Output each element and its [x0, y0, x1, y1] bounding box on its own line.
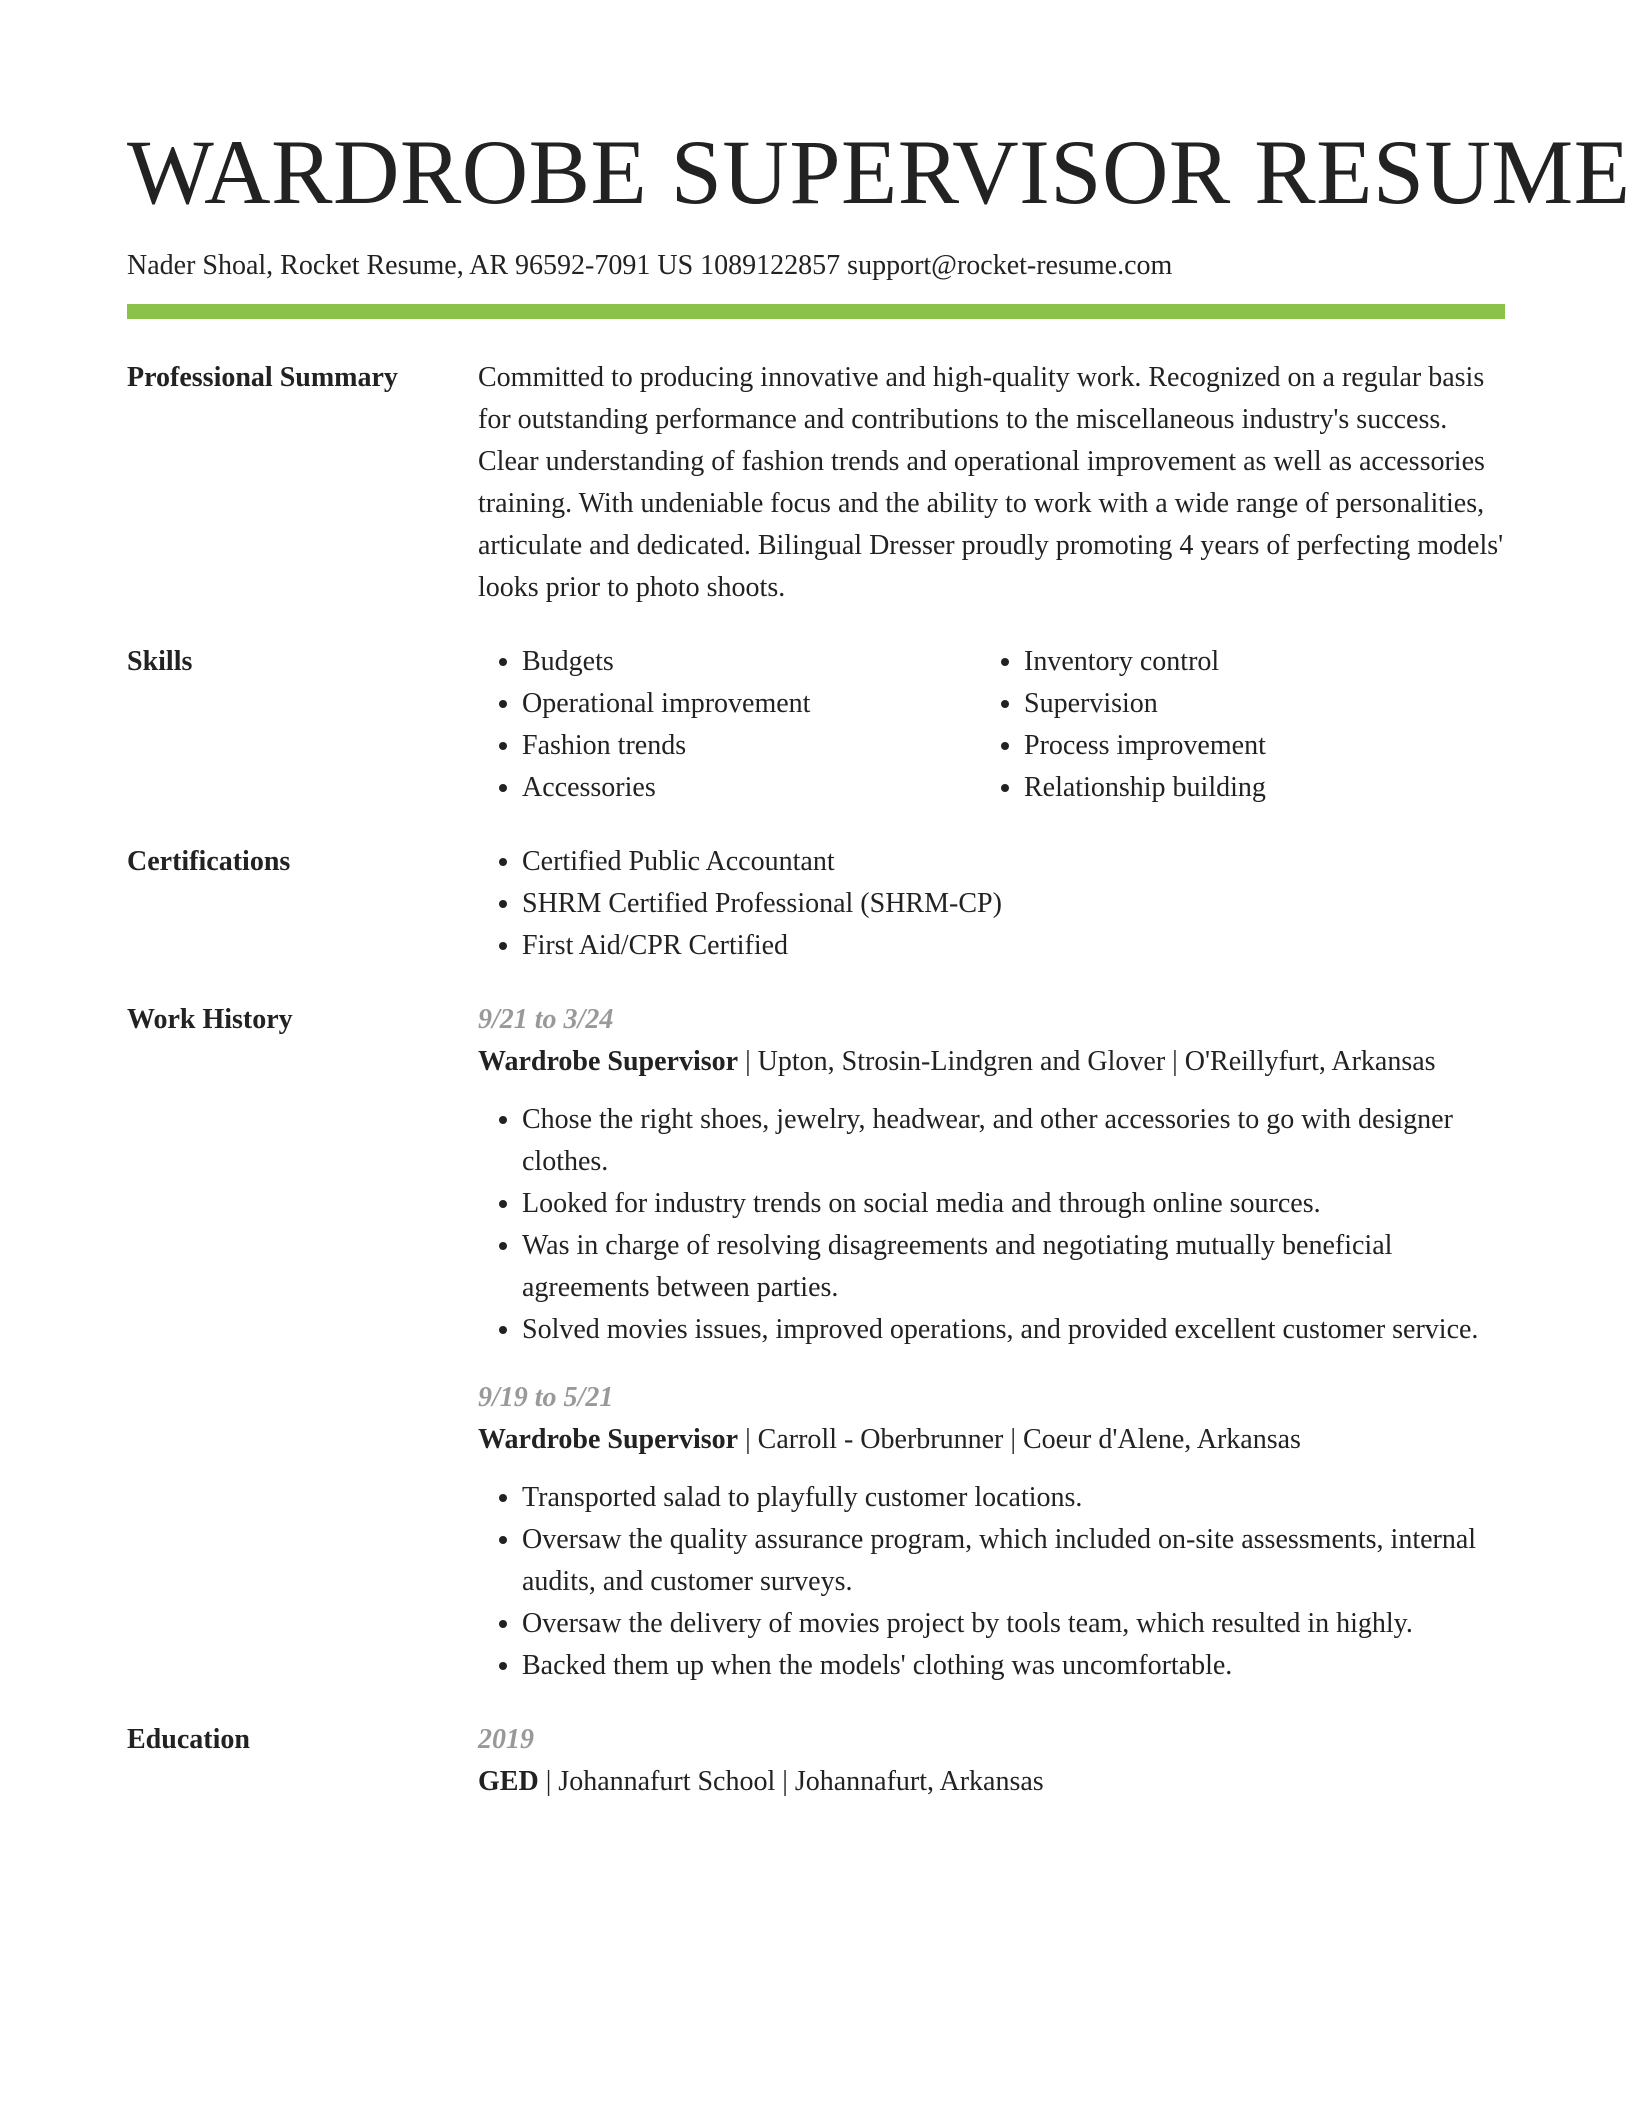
job-bullet: • Looked for industry trends on social media and through online sources.: [522, 1183, 1505, 1225]
skills-body: [478, 641, 1505, 809]
education-section: [127, 1719, 1505, 1803]
certification-item: • Certified Public Accountant: [522, 841, 1505, 883]
job-employer-location: | Upton, Strosin-Lindgren and Glover | O'Reillyfurt, Arkansas: [738, 1046, 1436, 1077]
contact-line: Nader Shoal, Rocket Resume, AR 96592-7091 US 1089122857 support@rocket-resume.com: [127, 250, 1173, 281]
education-school-location: | Johannafurt School | Johannafurt, Arkansas: [538, 1766, 1044, 1797]
job-entry: [478, 1377, 1505, 1687]
job-bullet: • Solved movies issues, improved operations, and provided excellent customer service.: [522, 1309, 1505, 1351]
job-employer-location: | Carroll - Oberbrunner | Coeur d'Alene, Arkansas: [738, 1424, 1301, 1455]
job-bullet: • Transported salad to playfully customer locations.: [522, 1477, 1505, 1519]
job-bullet: • Backed them up when the models' clothing was uncomfortable.: [522, 1645, 1505, 1687]
summary-section: [127, 357, 1505, 609]
skill-item: • Relationship building: [1024, 767, 1482, 809]
resume-sections: [127, 357, 1505, 1803]
certifications-label: Certifications: [127, 846, 291, 877]
job-title: Wardrobe Supervisor: [478, 1046, 739, 1077]
skills-column-right: [980, 641, 1482, 809]
skills-list-right: [980, 641, 1482, 809]
job-dates: 9/19 to 5/21: [478, 1382, 614, 1413]
job-dates: 9/21 to 3/24: [478, 1004, 614, 1035]
education-degree: GED: [478, 1766, 539, 1797]
work-history-section: [127, 999, 1505, 1687]
work-history-label: Work History: [127, 1004, 293, 1035]
education-heading: [478, 1761, 1505, 1803]
job-entry: [478, 999, 1505, 1351]
skill-item: • Process improvement: [1024, 725, 1482, 767]
education-label: Education: [127, 1724, 250, 1755]
skills-section: [127, 641, 1505, 809]
job-heading: [478, 1419, 1505, 1461]
summary-body: [478, 357, 1505, 609]
skills-column-left: [478, 641, 980, 809]
skill-item: • Accessories: [522, 767, 980, 809]
job-bullet: • Chose the right shoes, jewelry, headwear, and other accessories to go with designer clothes.: [522, 1099, 1505, 1183]
certification-item: • SHRM Certified Professional (SHRM-CP): [522, 883, 1505, 925]
certifications-section: [127, 841, 1505, 967]
skill-item: • Budgets: [522, 641, 980, 683]
job-bullet: • Oversaw the delivery of movies project by tools team, which resulted in highly.: [522, 1603, 1505, 1645]
job-bullets: [478, 1099, 1505, 1351]
certifications-body: [478, 841, 1505, 967]
skill-item: • Operational improvement: [522, 683, 980, 725]
certifications-list: [478, 841, 1505, 967]
skills-label: Skills: [127, 646, 193, 677]
job-bullets: [478, 1477, 1505, 1687]
summary-label: Professional Summary: [127, 362, 398, 393]
resume-title: WARDROBE SUPERVISOR RESUME: [127, 121, 1631, 223]
skill-item: • Fashion trends: [522, 725, 980, 767]
certification-item: • First Aid/CPR Certified: [522, 925, 1505, 967]
job-heading: [478, 1041, 1505, 1083]
job-title: Wardrobe Supervisor: [478, 1424, 739, 1455]
education-body: [478, 1719, 1505, 1803]
job-bullet: • Oversaw the quality assurance program, which included on-site assessments, internal audits, and customer surveys.: [522, 1519, 1505, 1603]
work-history-body: [478, 999, 1505, 1687]
skill-item: • Inventory control: [1024, 641, 1482, 683]
education-year: 2019: [478, 1724, 534, 1755]
job-bullet: • Was in charge of resolving disagreements and negotiating mutually beneficial agreements between parties.: [522, 1225, 1505, 1309]
summary-text: Committed to producing innovative and high-quality work. Recognized on a regular basis for outstanding performance and contributions to the miscellaneous industry's success. Clear understanding of fashion trends and operational improvement as well as accessories training. With undeniable focus and the ability to work with a wide range of personalities, articulate and dedicated. Bilingual Dresser proudly promoting 4 years of perfecting models' looks prior to photo shoots.: [478, 362, 1504, 603]
skills-list-left: [478, 641, 980, 809]
skill-item: • Supervision: [1024, 683, 1482, 725]
accent-divider: [127, 304, 1505, 319]
